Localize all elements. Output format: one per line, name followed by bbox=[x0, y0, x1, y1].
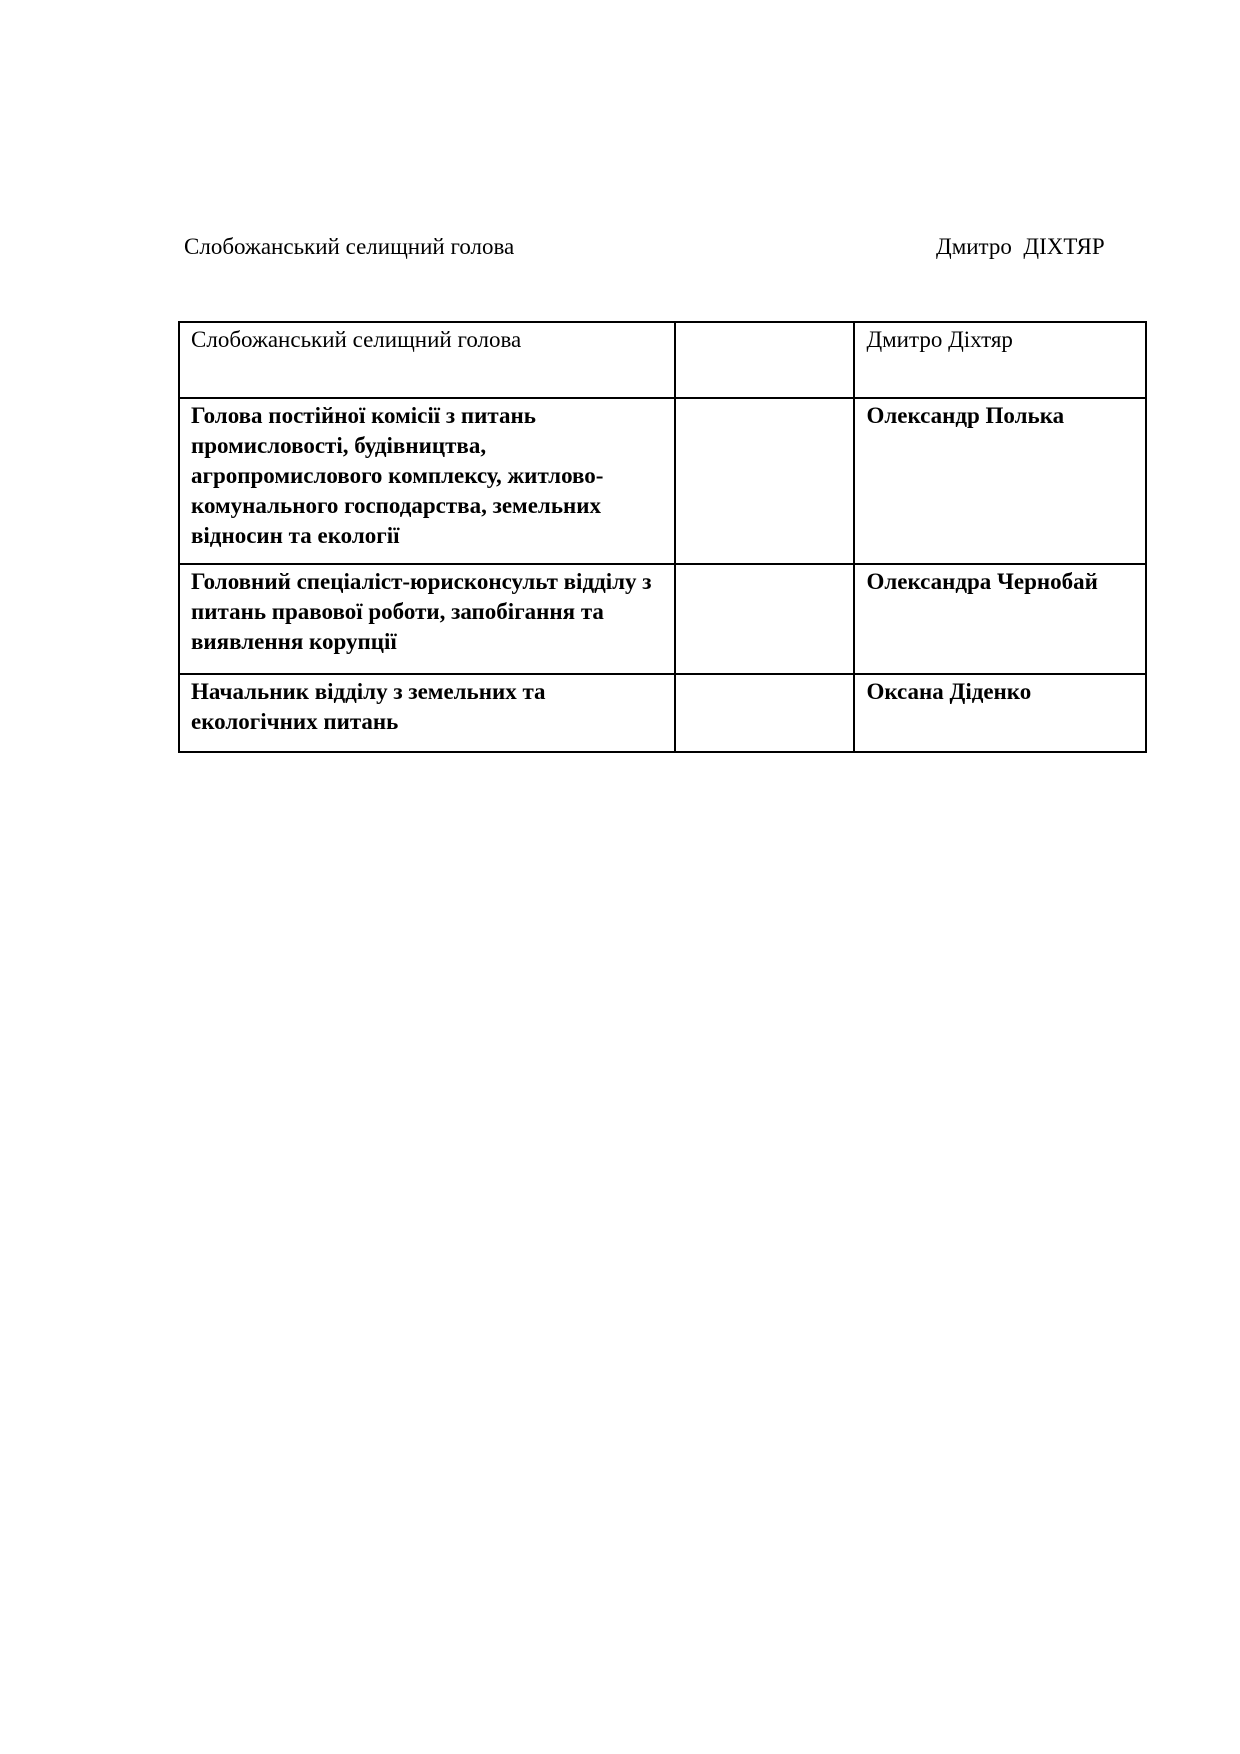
position-cell: Голова постійної комісії з питань промисловості, будівництва, агропромислового комплексу, житлово-комунального господарства, земельних відносин та екології bbox=[179, 398, 675, 564]
table-row bbox=[179, 564, 1146, 674]
name-cell: Олександра Чернобай bbox=[854, 564, 1146, 674]
table-row bbox=[179, 322, 1146, 398]
signature-cell bbox=[675, 398, 854, 564]
approval-table bbox=[178, 321, 1147, 753]
signature-name: Дмитро ДІХТЯР bbox=[936, 234, 1105, 259]
table-row bbox=[179, 674, 1146, 752]
name-cell: Олександр Полька bbox=[854, 398, 1146, 564]
position-cell: Слобожанський селищний голова bbox=[179, 322, 675, 398]
signature-cell bbox=[675, 322, 854, 398]
signature-position: Слобожанський селищний голова bbox=[184, 234, 515, 259]
signature-cell bbox=[675, 674, 854, 752]
table-row bbox=[179, 398, 1146, 564]
signature-cell bbox=[675, 564, 854, 674]
position-cell: Головний спеціаліст-юрисконсульт відділу з питань правової роботи, запобігання та виявлення корупції bbox=[179, 564, 675, 674]
name-cell: Оксана Діденко bbox=[854, 674, 1146, 752]
position-cell: Начальник відділу з земельних та екологічних питань bbox=[179, 674, 675, 752]
name-cell: Дмитро Діхтяр bbox=[854, 322, 1146, 398]
